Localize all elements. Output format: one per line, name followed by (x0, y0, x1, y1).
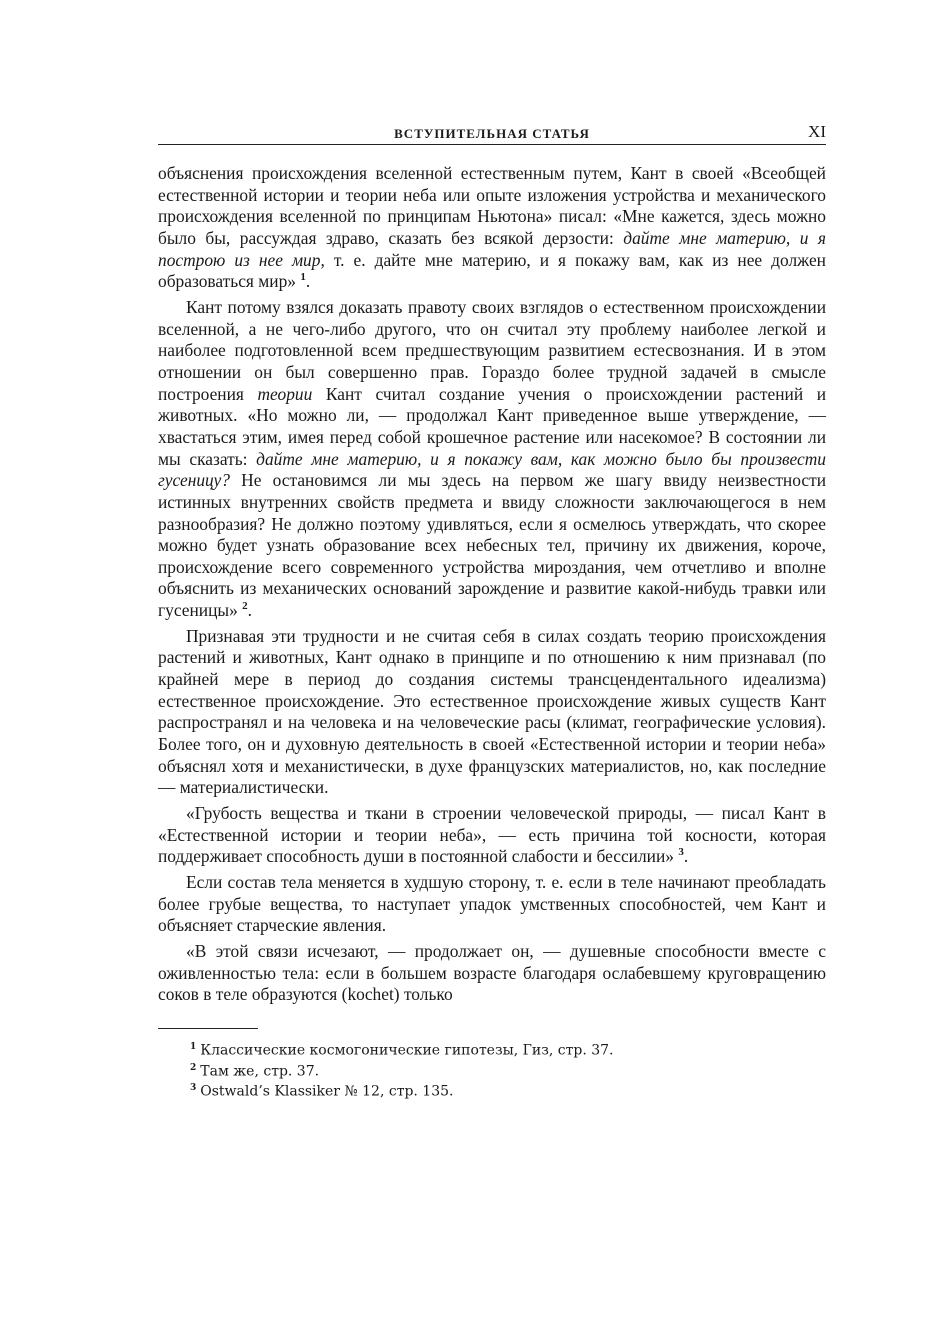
paragraph (158, 297, 826, 622)
paragraph-text: . (247, 600, 252, 621)
paragraph-text: т. е. дайте мне материю, и я покажу вам, как из нее должен образоваться мир» (158, 249, 826, 292)
paragraph (158, 872, 826, 937)
footnote-mark: 3 (190, 1083, 197, 1094)
footnote-text: Ostwald’s Klassiker № 12, стр. 135. (200, 1083, 454, 1100)
footnote-ref: 3 (678, 846, 684, 859)
footnote-ref: 2 (242, 600, 248, 613)
footnote (190, 1060, 826, 1081)
page-number: XI (808, 122, 826, 141)
paragraph-text: . (305, 271, 311, 292)
emphasis-text: дайте мне материю, и я покажу вам, как можно было бы произвести гусеницу? (158, 448, 826, 491)
emphasis-text: дайте мне материю, и я построю из нее мир, (158, 227, 827, 270)
paragraph-text: Не остановимся ли мы здесь на первом же шагу ввиду неизвестности истинных внутренних свойств предмета и ввиду сложности заключающегося в нем разнообразия? Не должно поэтому удивляться, если я осмелюсь утверждать, что скорее можно будет узнать образование всех небесных тел, причину их движения, короче, происхождение всего современного устройства мироздания, чем отчетливо и вполне объяснить из механических оснований зарождение и развитие какой-нибудь травки или гусеницы» (158, 470, 826, 621)
paragraph (158, 626, 826, 799)
paragraph-text: объяснения происхождения вселенной естественным путем, Кант в своей «Всеобщей естественной истории и теории неба или опыте изложения устройства и механического происхождения вселенной по принципам Ньютона» писал: «Мне кажется, здесь можно было бы, рассуждая здраво, сказать без всякой дерзости: (158, 163, 826, 248)
footnote-mark: 2 (190, 1062, 197, 1073)
paragraph (158, 163, 826, 293)
footnote-divider (158, 1028, 258, 1029)
footnote-ref: 1 (300, 271, 306, 284)
paragraph-text: Признавая эти трудности и не считая себя в силах создать теорию происхождения растений и животных, Кант однако в принципе и по отношению к ним признавал (по крайней мере в период до создания системы трансцендентального идеализма) естественное происхождение. Это естественное происхождение живых существ Кант распространял и на человека и на человеческие расы (климат, географические условия). Более того, он и духовную деятельность в своей «Естественной истории и теории неба» объяснял хотя и механистически, в духе французских материалистов, но, как последние — материалистически. (158, 625, 826, 798)
paragraph-text: Кант считал создание учения о происхождении растений и животных. «Но можно ли, — продолжал Кант приведенное выше утверждение, — хвастаться этим, имея перед собой крошечное растение или насекомое? В состоянии ли мы сказать: (158, 383, 827, 469)
paragraph-text: «Грубость вещества и ткани в строении человеческой природы, — писал Кант в «Естественной истории и теории неба», — есть причина той косности, которая поддерживает способность души в постоянной слабости и бессилии» (158, 803, 826, 867)
footnote-mark: 1 (190, 1041, 197, 1052)
page (158, 118, 826, 1101)
paragraph-text: Кант потому взялся доказать правоту своих взглядов о естественном происхождении вселенной, а не чего-либо другого, что он считал эту проблему наиболее легкой и наиболее подготовленной всем предшествующим развитием естесвознания. И в этом отношении он был совершенно прав. Гораздо более трудной задачей в смысле построения (158, 296, 826, 404)
paragraph (158, 803, 826, 868)
paragraph-text: «В этой связи исчезают, — продолжает он, — душевные способности вместе с оживленностью тела: если в большем возрасте благодаря ослабевшему круговращению соков в теле образуются (kochet) только (158, 940, 826, 1005)
body-text (158, 163, 826, 1006)
footnotes (190, 1039, 826, 1101)
paragraph-text: . (683, 846, 689, 867)
paragraph-text: Если состав тела меняется в худшую сторону, т. е. если в теле начинают преобладать более грубые вещества, то наступает упадок умственных способностей, чем Кант и объясняет старческие явления. (158, 872, 826, 936)
emphasis-text: теории (257, 383, 313, 404)
running-title: ВСТУПИТЕЛЬНАЯ СТАТЬЯ (394, 126, 590, 141)
footnote (190, 1039, 826, 1060)
footnote-text: Там же, стр. 37. (200, 1063, 320, 1080)
paragraph (158, 941, 826, 1006)
footnote (190, 1080, 826, 1101)
running-head (158, 118, 826, 145)
footnote-text: Классические космогонические гипотезы, Гиз, стр. 37. (200, 1042, 614, 1059)
